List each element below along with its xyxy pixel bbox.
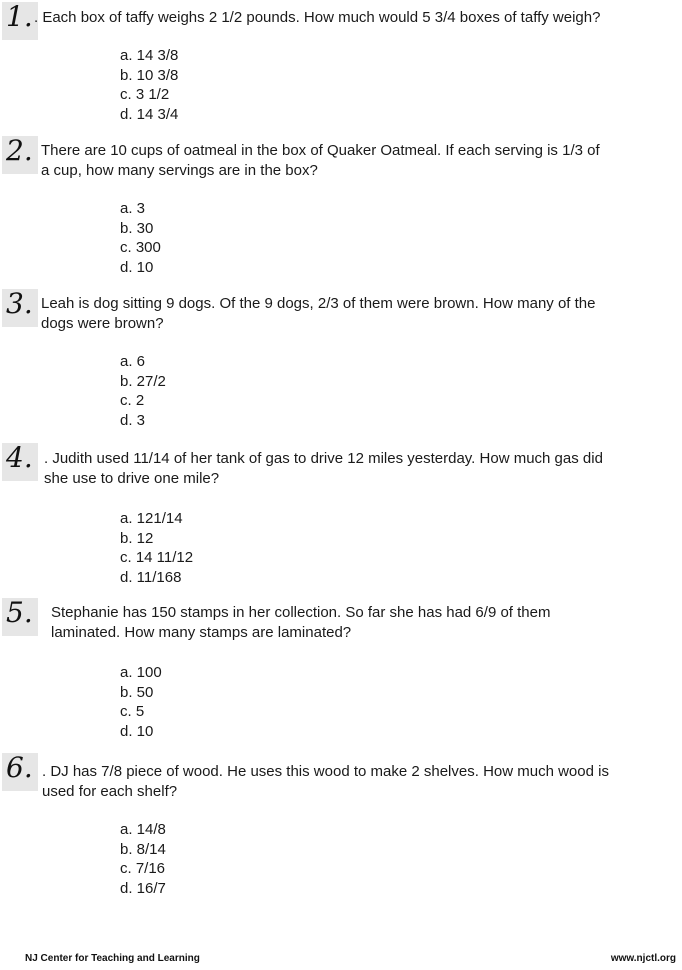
question-number-box — [2, 136, 38, 174]
choice-b: b. 50 — [120, 683, 154, 701]
question-number-box — [2, 753, 38, 791]
question-number: 6. — [6, 751, 33, 784]
choice-d: d. 11/168 — [120, 568, 182, 586]
answer-choices — [120, 820, 166, 898]
question-number: 2. — [6, 134, 33, 167]
question-text: . Judith used 11/14 of her tank of gas to drive 12 miles yesterday. How much gas did she use to drive one mile? — [44, 450, 603, 487]
question-number-box — [2, 289, 38, 327]
question-number-box — [2, 443, 38, 481]
question-text: . Each box of taffy weighs 2 1/2 pounds. How much would 5 3/4 boxes of taffy weigh? — [34, 9, 601, 26]
choice-a: a. 100 — [120, 664, 162, 681]
answer-choices — [120, 663, 162, 741]
choice-a: a. 14 3/8 — [120, 47, 179, 64]
footer-website: www.njctl.org — [610, 953, 676, 964]
choice-b: b. 12 — [120, 529, 154, 547]
choice-c: c. 2 — [120, 392, 145, 410]
footer-organization: NJ Center for Teaching and Learning — [25, 953, 200, 964]
choice-a: a. 6 — [120, 353, 146, 370]
choice-a: a. 3 — [120, 200, 146, 217]
question-number-box — [2, 598, 38, 636]
choice-c: c. 7/16 — [120, 860, 166, 878]
choice-b: b. 8/14 — [120, 840, 166, 858]
answer-choices — [120, 46, 178, 124]
choice-c: c. 300 — [120, 239, 161, 257]
choice-d: d. 14 3/4 — [120, 105, 179, 123]
choice-b: b. 27/2 — [120, 372, 166, 390]
answer-choices — [120, 352, 166, 430]
question-text: Stephanie has 150 stamps in her collection. So far she has had 6/9 of them laminated. How many stamps are laminated? — [51, 604, 551, 641]
answer-choices — [120, 199, 161, 277]
answer-choices — [120, 509, 193, 587]
question-number: 1. — [6, 0, 33, 33]
question-number: 3. — [6, 287, 33, 320]
choice-c: c. 5 — [120, 703, 145, 721]
choice-c: c. 14 11/12 — [120, 549, 194, 567]
choice-d: d. 10 — [120, 258, 154, 276]
question-text: Leah is dog sitting 9 dogs. Of the 9 dogs, 2/3 of them were brown. How many of the dogs were brown? — [41, 295, 596, 332]
question-text: There are 10 cups of oatmeal in the box of Quaker Oatmeal. If each serving is 1/3 of a cup, how many servings are in the box? — [41, 142, 600, 179]
choice-d: d. 16/7 — [120, 879, 166, 897]
question-number-box — [2, 2, 38, 40]
choice-a: a. 121/14 — [120, 510, 183, 527]
choice-d: d. 10 — [120, 722, 154, 740]
choice-d: d. 3 — [120, 411, 146, 429]
question-number: 5. — [6, 596, 33, 629]
choice-b: b. 30 — [120, 219, 154, 237]
choice-a: a. 14/8 — [120, 821, 166, 838]
question-number: 4. — [6, 441, 33, 474]
choice-c: c. 3 1/2 — [120, 86, 170, 104]
choice-b: b. 10 3/8 — [120, 66, 179, 84]
question-text: . DJ has 7/8 piece of wood. He uses this wood to make 2 shelves. How much wood is used for each shelf? — [42, 763, 609, 800]
